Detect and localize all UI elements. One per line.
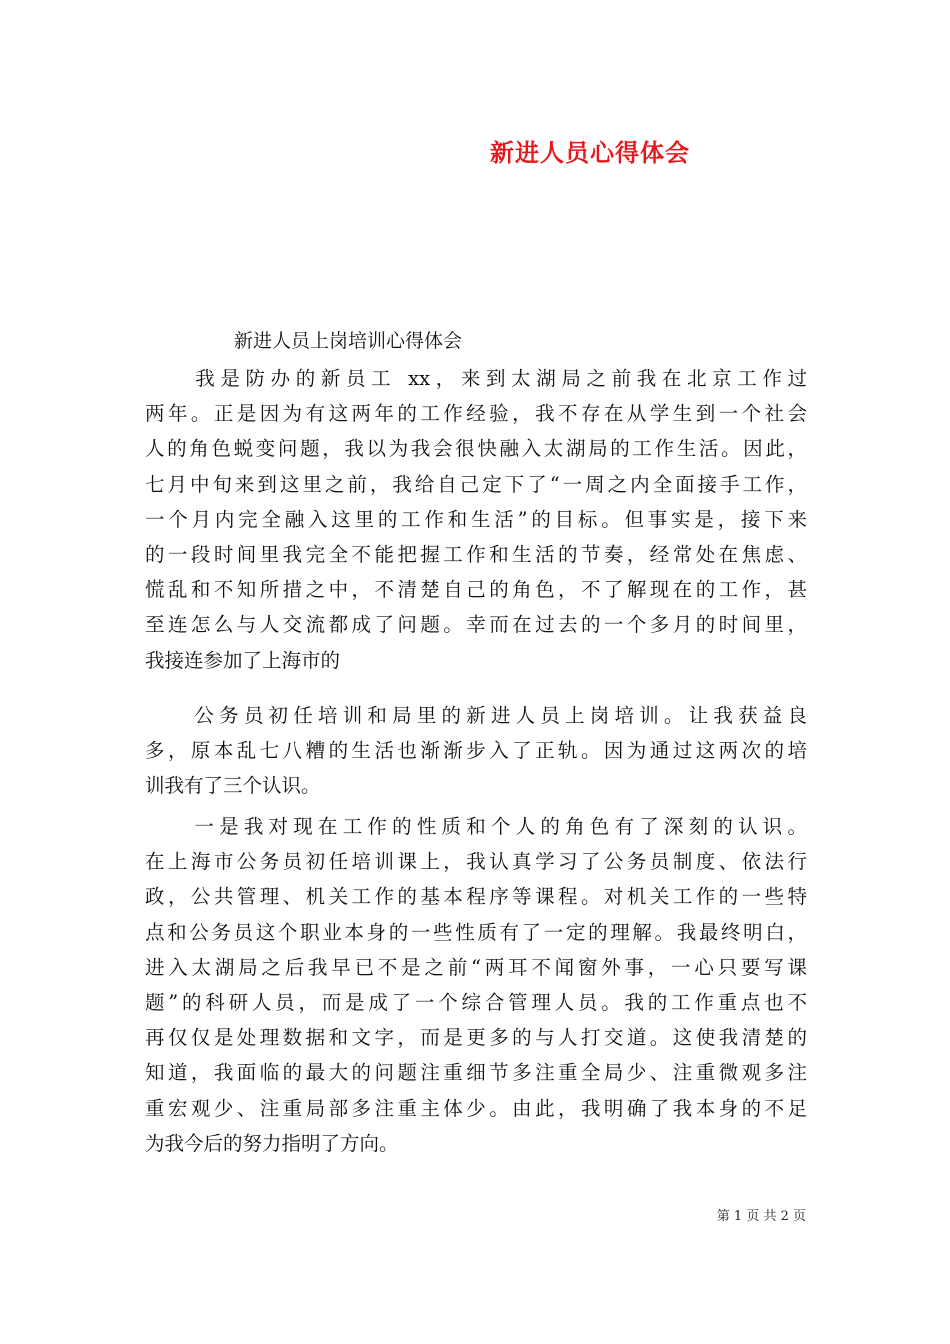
text-line: 知道，我面临的最大的问题注重细节多注重全局少、注重微观多注 — [145, 1061, 807, 1085]
text-line: 点和公务员这个职业本身的一些性质有了一定的理解。我最终明白， — [145, 920, 807, 944]
text-line: 为我今后的努力指明了方向。 — [145, 1131, 399, 1155]
paragraph-1 — [145, 361, 807, 678]
text-line: 我接连参加了上海市的 — [145, 648, 341, 672]
text-line: 政，公共管理、机关工作的基本程序等课程。对机关工作的一些特 — [145, 885, 807, 909]
document-title: 新进人员心得体会 — [490, 138, 690, 167]
document-subtitle: 新进人员上岗培训心得体会 — [234, 330, 463, 352]
text-line: 人的角色蜕变问题，我以为我会很快融入太湖局的工作生活。因此， — [145, 437, 807, 461]
text-line: 训我有了三个认识。 — [145, 774, 321, 798]
text-line: 的一段时间里我完全不能把握工作和生活的节奏，经常处在焦虑、 — [145, 543, 807, 567]
text-line: 慌乱和不知所措之中，不清楚自己的角色，不了解现在的工作，甚 — [145, 578, 807, 602]
text-line: 公务员初任培训和局里的新进人员上岗培训。让我获益良 — [145, 704, 807, 727]
text-line: 七月中旬来到这里之前，我给自己定下了“一周之内全面接手工作， — [145, 472, 807, 496]
text-line: 再仅仅是处理数据和文字，而是更多的与人打交道。这使我清楚的 — [145, 1026, 807, 1050]
text-line: 进入太湖局之后我早已不是之前“两耳不闻窗外事，一心只要写课 — [145, 955, 807, 979]
page-number-footer: 第 1 页 共 2 页 — [716, 1209, 806, 1224]
text-line: 两年。正是因为有这两年的工作经验，我不存在从学生到一个社会 — [145, 402, 807, 426]
text-line: 一个月内完全融入这里的工作和生活”的目标。但事实是，接下来 — [145, 507, 807, 531]
text-line: 至连怎么与人交流都成了问题。幸而在过去的一个多月的时间里， — [145, 613, 807, 637]
text-line: 多，原本乱七八糟的生活也渐渐步入了正轨。因为通过这两次的培 — [145, 739, 807, 763]
text-line: 题”的科研人员，而是成了一个综合管理人员。我的工作重点也不 — [145, 991, 807, 1015]
text-line: 一是我对现在工作的性质和个人的角色有了深刻的认识。 — [145, 815, 807, 838]
text-line: 重宏观少、注重局部多注重主体少。由此，我明确了我本身的不足 — [145, 1096, 807, 1120]
paragraph-3 — [145, 809, 807, 1161]
text-line: 在上海市公务员初任培训课上，我认真学习了公务员制度、依法行 — [145, 850, 807, 874]
paragraph-2 — [145, 698, 807, 804]
text-line: 我是防办的新员工 xx，来到太湖局之前我在北京工作过 — [145, 367, 807, 390]
